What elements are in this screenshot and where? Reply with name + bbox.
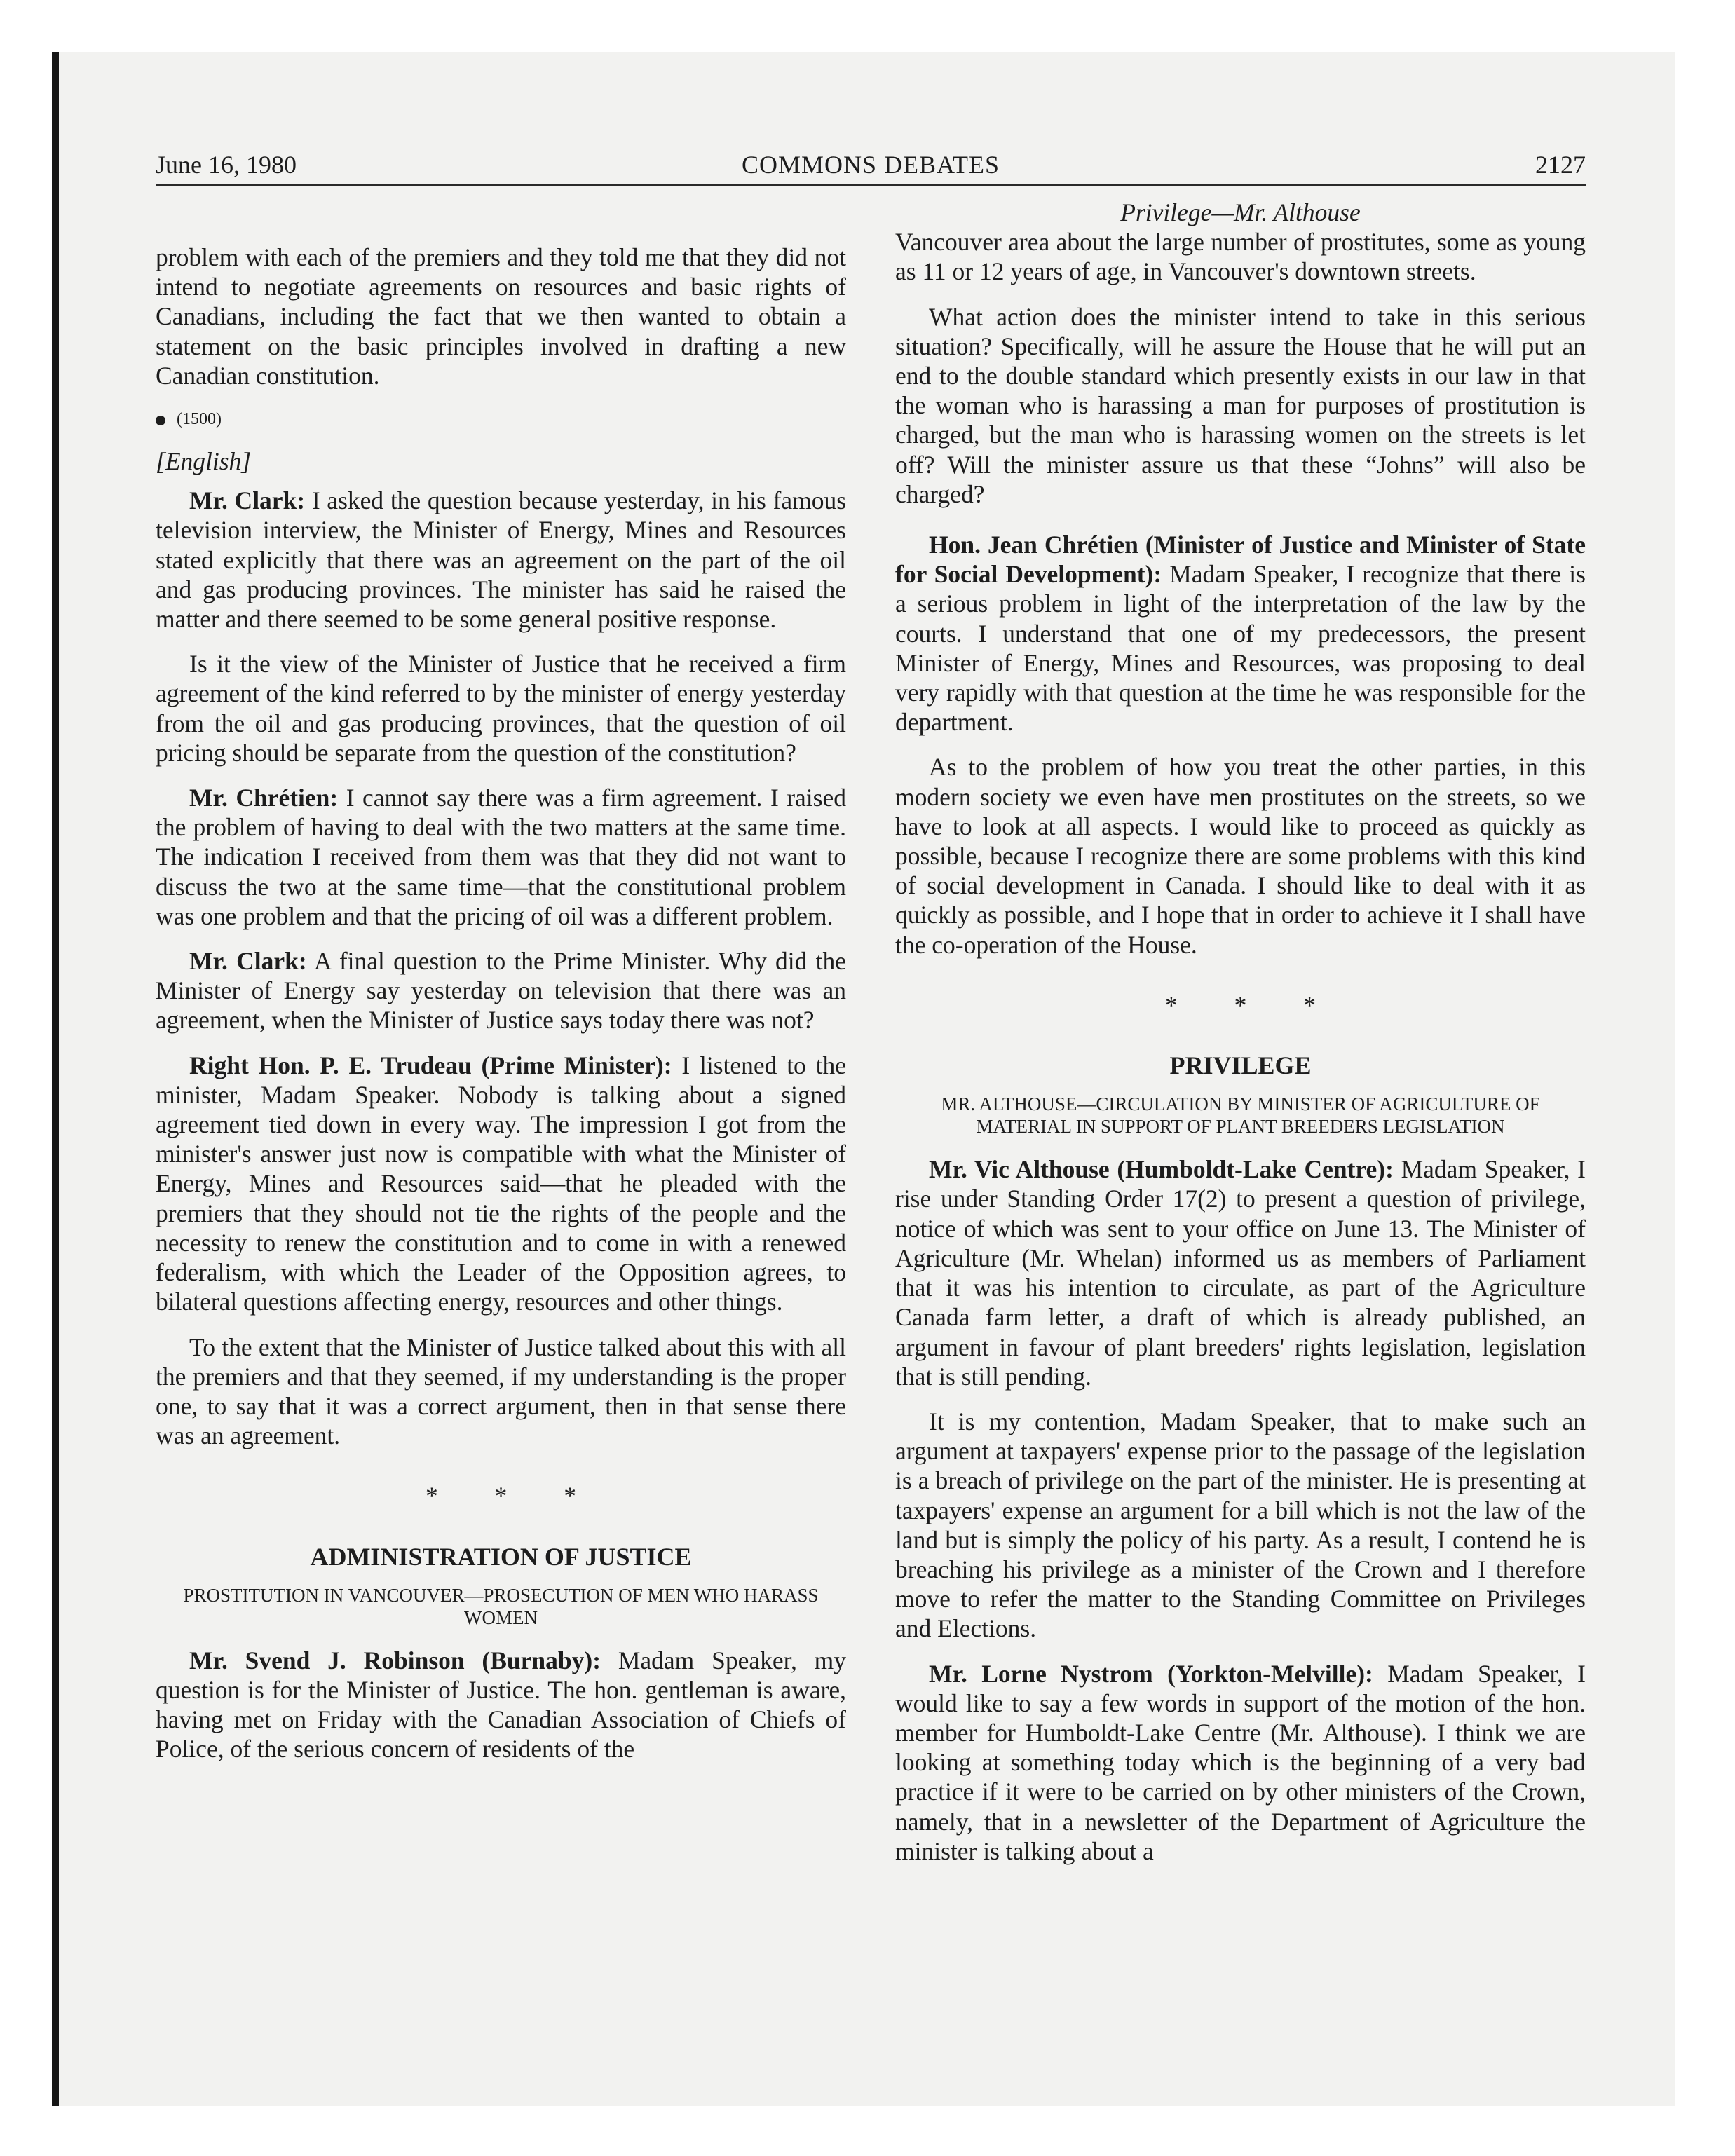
speech-text: Madam Speaker, my question is for the Minister of Justice. The hon. gentleman is aware, having met on Friday with the Canadian Association of Chiefs of Police, of the serious concern of residents of the — [156, 1646, 847, 1763]
right-column — [895, 198, 1586, 1866]
paragraph — [156, 1051, 846, 1317]
paragraph — [156, 486, 846, 634]
paragraph — [156, 1646, 846, 1764]
section-title: PRIVILEGE — [1169, 1051, 1312, 1080]
language-marker-text: [English] — [156, 447, 252, 476]
speaker: Mr. Clark: — [189, 947, 307, 976]
page-header — [156, 150, 1586, 185]
paragraph: Vancouver area about the large number of prostitutes, some as young as 11 or 12 years of age, in Vancouver's downtown streets. — [895, 228, 1586, 286]
time-marker-text: (1500) — [177, 410, 222, 429]
speaker: Hon. Jean Chrétien (Minister of Justice and Minister of State for Social Development): — [895, 531, 1586, 589]
speech-text: Madam Speaker, I would like to say a few words in support of the motion of the hon. member for Humboldt-Lake Centre (Mr. Althouse). I think we are looking at something today which is the beginning of a very bad practice if it were to be carried on by other ministers of the Crown, namely, that in a newsletter of the Department of Agriculture the minister is talking about a — [895, 1659, 1586, 1865]
speech-text: I cannot say there was a firm agreement. I raised the problem of having to deal with the two matters at the same time. The indication I received from them was that they did not want to discuss the two at the same time—that the constitutional problem was one problem and that the pricing of oil was a different problem. — [156, 784, 846, 930]
speech-text: I asked the question because yesterday, in his famous television interview, the Minister of Energy, Mines and Resources stated explicitly that there was an agreement on the part of the oil and gas producing provinces. The minister has said he raised the matter and there seemed to be some general positive response. — [156, 486, 847, 634]
speech-text: A final question to the Prime Minister. Why did the Minister of Energy say yesterday on television that there was an agreement, when the Minister of Justice says today there was not? — [156, 947, 846, 1035]
speaker: Mr. Lorne Nystrom (Yorkton-Melville): — [929, 1659, 1373, 1688]
paragraph — [156, 783, 846, 931]
paragraph: As to the problem of how you treat the other parties, in this modern society we even have men prostitutes on the streets, so we have to look at all aspects. I would like to proceed as quickly as possible, because I recognize there are some problems with this kind of social development in Canada. I should like to deal with it as quickly as possible, and I hope that in order to achieve it I shall have the co-operation of the House. — [895, 753, 1586, 959]
speaker: Mr. Clark: — [189, 486, 306, 515]
time-marker — [156, 409, 846, 430]
language-marker — [156, 446, 846, 476]
section-subhead: MR. ALTHOUSE—CIRCULATION BY MINISTER OF AGRICULTURE OF MATERIAL IN SUPPORT OF PLANT BREEDERS LEGISLATION — [941, 1093, 1540, 1138]
section-title: ADMINISTRATION OF JUSTICE — [310, 1542, 692, 1571]
speaker: Mr. Vic Althouse (Humboldt-Lake Centre): — [929, 1155, 1394, 1184]
speech-text: Madam Speaker, I recognize that there is a serious problem in light of the interpretation of the law by the courts. I understand that one of my predecessors, the present Minister of Energy, Mines and Resources, was proposing to deal very rapidly with that question at the time he was responsible for the department. — [895, 560, 1586, 737]
paragraph: What action does the minister intend to take in this serious situation? Specifically, will he assure the House that he will put an end to the double standard which presently exists in our law in that the woman who is harassing a man for purposes of prostitution is charged, but the man who is harassing women on the streets is let off? Will the minister assure us that these “Johns” will also be charged? — [895, 302, 1586, 508]
header-rule — [156, 184, 1586, 186]
paragraph — [895, 1659, 1586, 1866]
paragraph: problem with each of the premiers and they told me that they did not intend to negotiate agreements on resources and basic rights of Canadians, including the fact that we then wanted to obtain a statement on the basic principles involved in drafting a new Canadian constitution. — [156, 243, 846, 390]
speech-text: I listened to the minister, Madam Speaker. Nobody is talking about a signed agreement tied down in every way. The impression I got from the minister's answer just now is compatible with what the Minister of Energy, Mines and Resources said—that he pleaded with the premiers that they should not tie the rights of the people and the necessity to renew the constitution and to come in with a renewed federalism, with which the Leader of the Opposition agrees, to bilateral questions affecting energy, resources and other things. — [156, 1051, 846, 1316]
header-page-number: 2127 — [1535, 151, 1586, 179]
left-column — [156, 198, 846, 1764]
speaker: Mr. Chrétien: — [189, 784, 339, 812]
speaker: Mr. Svend J. Robinson (Burnaby): — [189, 1646, 601, 1674]
speech-text: Madam Speaker, I rise under Standing Order 17(2) to present a question of privilege, notice of which was sent to your office on June 13. The Minister of Agriculture (Mr. Whelan) informed us as members of Parliament that it was his intention to circulate, as part of the Agriculture Canada farm letter, a draft of which is already published, an argument in favour of plant breeders' rights legislation, legislation that is still pending. — [895, 1155, 1586, 1391]
speaker: Right Hon. P. E. Trudeau (Prime Minister): — [189, 1051, 672, 1079]
paragraph: Is it the view of the Minister of Justice that he received a firm agreement of the kind referred to by the minister of energy yesterday from the oil and gas producing provinces, that the question of oil pricing should be separate from the question of the constitution? — [156, 650, 846, 767]
paragraph: To the extent that the Minister of Justice talked about this with all the premiers and that they seemed, if my understanding is the proper one, to say that it was a correct argument, then in that sense there was an agreement. — [156, 1332, 846, 1450]
bullet-icon — [156, 416, 165, 425]
section-separator: * * * — [1165, 990, 1341, 1019]
section-subhead: PROSTITUTION IN VANCOUVER—PROSECUTION OF MEN WHO HARASS WOMEN — [183, 1584, 819, 1628]
header-date: June 16, 1980 — [156, 151, 297, 179]
header-title: COMMONS DEBATES — [741, 151, 1000, 179]
scan-edge-shadow — [52, 52, 59, 2106]
paragraph — [895, 1154, 1586, 1391]
section-separator: * * * — [426, 1482, 601, 1510]
paragraph — [895, 530, 1586, 737]
paragraph: It is my contention, Madam Speaker, that to make such an argument at taxpayers' expense prior to the passage of the legislation is a breach of privilege on the part of the minister. He is presenting at taxpayers' expense an argument for a bill which is not the law of the land but is simply the policy of his party. As a result, I contend he is breaching his privilege as a minister of the Crown and I therefore move to refer the matter to the Standing Committee on Privileges and Elections. — [895, 1407, 1586, 1643]
paragraph — [156, 946, 846, 1035]
running-head: Privilege—Mr. Althouse — [1120, 198, 1361, 226]
